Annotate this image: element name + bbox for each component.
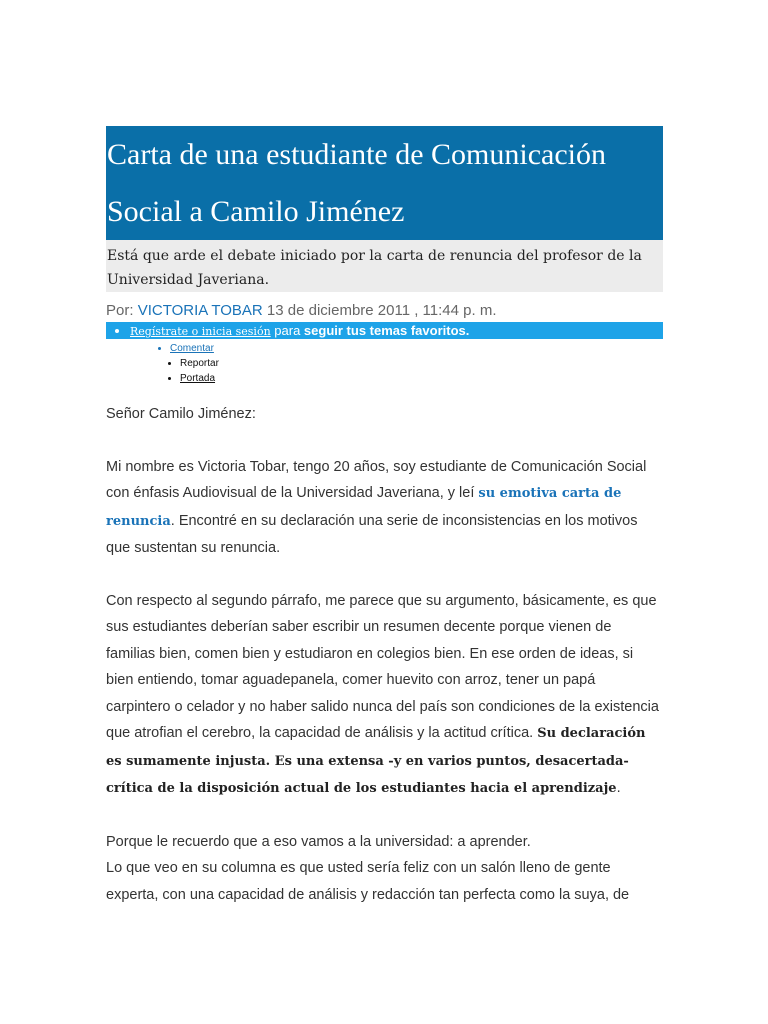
author-link[interactable]: VICTORIA TOBAR	[137, 302, 263, 319]
follow-mid-text: para	[270, 323, 304, 338]
register-link[interactable]: Regístrate o inicia sesión	[130, 325, 271, 338]
p1-text-a: Mi nombre es Victoria Tobar, tengo 20 años, soy estudiante de Comunicación Social con énfasis Audiovisual de la Universidad Javeriana, y leí	[106, 458, 647, 501]
resignation-letter-link[interactable]: su emotiva carta de renuncia	[106, 486, 622, 529]
follow-topics-bar	[106, 322, 663, 339]
paragraph-4: Lo que veo en su columna es que usted sería feliz con un salón lleno de gente experta, con una capacidad de análisis y redacción tan perfecta como la suya, de	[106, 860, 630, 903]
paragraph-2	[106, 588, 663, 803]
article-title: Carta de una estudiante de Comunicación Social a Camilo Jiménez	[106, 126, 663, 240]
article-actions	[106, 341, 663, 386]
article-body	[106, 401, 663, 908]
greeting: Señor Camilo Jiménez:	[106, 406, 256, 422]
article	[106, 126, 663, 908]
article-subtitle: Está que arde el debate iniciado por la carta de renuncia del profesor de la Universidad Javeriana.	[106, 240, 663, 292]
p1-text-b: . Encontré en su declaración una serie de inconsistencias en los motivos que sustentan su renuncia.	[106, 512, 638, 556]
byline-date: 13 de diciembre 2011 , 11:44 p. m.	[262, 302, 497, 319]
report-link[interactable]: • Reportar	[180, 356, 663, 371]
byline-prefix: Por:	[106, 302, 138, 319]
paragraph-1	[106, 454, 663, 562]
p2-end: .	[616, 780, 621, 796]
comment-link[interactable]: • Comentar	[170, 341, 663, 356]
follow-topics-text: seguir tus temas favoritos.	[303, 323, 470, 338]
cover-link[interactable]: • Portada	[180, 371, 663, 386]
p2-bold-text: Su declaración es sumamente injusta. Es una extensa -y en varios puntos, desacertada- crítica de la disposición actual de los estudiantes hacia el aprendizaje	[106, 726, 646, 796]
byline	[106, 302, 663, 320]
p2-text: Con respecto al segundo párrafo, me parece que su argumento, básicamente, es que sus estudiantes deberían saber escribir un resumen decente porque vienen de familias bien, comen bien y estudiaron en colegios bien. En ese orden de ideas, si bien entiendo, tomar aguadepanela, comer huevito con arroz, tener un papá carpintero o celador y no haber salido nunca del país son condiciones de la existencia que atrofian el cerebro, la capacidad de análisis y la actitud crítica.	[106, 592, 659, 741]
follow-topics-item	[130, 322, 663, 340]
paragraph-3: Porque le recuerdo que a eso vamos a la universidad: a aprender.	[106, 833, 531, 850]
